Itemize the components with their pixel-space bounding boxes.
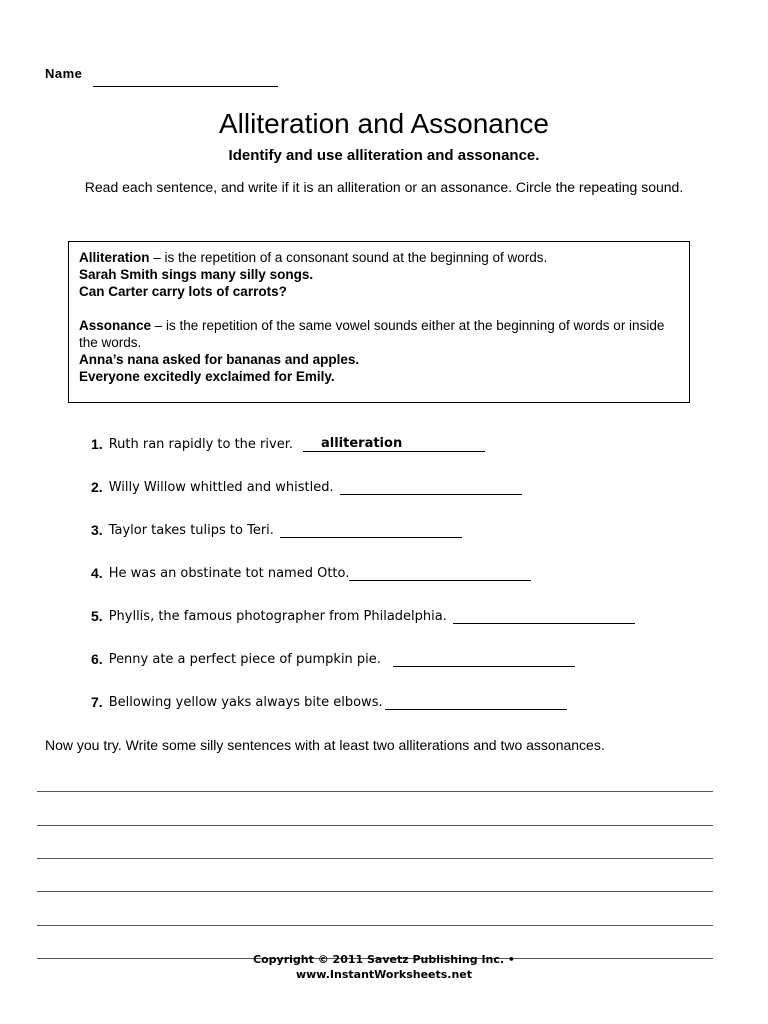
writing-line-4[interactable] (37, 891, 713, 892)
answer-blank[interactable] (453, 609, 635, 624)
answer-blank[interactable] (303, 437, 485, 452)
question-number: 5. (91, 608, 103, 624)
name-label: Name (45, 66, 83, 81)
assonance-definition (79, 317, 679, 351)
question-sentence: Taylor takes tulips to Teri. (108, 523, 274, 538)
question-sentence: Ruth ran rapidly to the river. (108, 437, 293, 452)
question-number: 7. (91, 694, 103, 710)
assonance-term: Assonance (79, 318, 152, 333)
question-item-1 (91, 436, 485, 452)
answer-blank[interactable] (280, 523, 462, 538)
question-number: 3. (91, 522, 103, 538)
assonance-def-text: – is the repetition of the same vowel sounds either at the beginning of words or inside the words. (79, 318, 665, 350)
alliteration-term: Alliteration (79, 250, 150, 265)
answer-blank[interactable] (340, 480, 522, 495)
question-item-6 (91, 651, 575, 667)
question-sentence: Penny ate a perfect piece of pumpkin pie. (108, 652, 381, 667)
alliteration-def-text: – is the repetition of a consonant sound at the beginning of words. (149, 250, 548, 265)
definitions-box (68, 241, 690, 403)
question-number: 2. (91, 479, 103, 495)
name-blank-line[interactable] (93, 86, 278, 87)
practice-instructions: Now you try. Write some silly sentences with at least two alliterations and two assonances. (45, 737, 605, 753)
answer-blank[interactable] (385, 695, 567, 710)
question-number: 4. (91, 565, 103, 581)
worksheet-subtitle: Identify and use alliteration and assonance. (228, 147, 540, 164)
copyright-notice: Copyright © 2011 Savetz Publishing Inc. • (253, 953, 515, 966)
writing-line-2[interactable] (37, 825, 713, 826)
worksheet-title: Alliteration and Assonance (219, 108, 549, 139)
assonance-example-2: Everyone excitedly exclaimed for Emily. (79, 369, 335, 384)
question-item-3 (91, 522, 462, 538)
question-number: 6. (91, 651, 103, 667)
assonance-example-1: Anna’s nana asked for bananas and apples. (79, 352, 360, 367)
question-sentence: Willy Willow whittled and whistled. (108, 480, 334, 495)
question-item-2 (91, 479, 522, 495)
question-item-5 (91, 608, 635, 624)
alliteration-definition (79, 249, 679, 266)
website-link[interactable]: www.InstantWorksheets.net (295, 968, 473, 978)
writing-line-1[interactable] (37, 791, 713, 792)
question-sentence: He was an obstinate tot named Otto. (108, 566, 350, 581)
answer-blank[interactable] (393, 652, 575, 667)
writing-line-3[interactable] (37, 858, 713, 859)
question-number: 1. (91, 436, 103, 452)
question-sentence: Bellowing yellow yaks always bite elbows. (108, 695, 383, 710)
answer-text: alliteration (320, 436, 403, 451)
question-sentence: Phyllis, the famous photographer from Philadelphia. (108, 609, 447, 624)
question-item-7 (91, 694, 567, 710)
alliteration-example-2: Can Carter carry lots of carrots? (79, 284, 287, 299)
answer-blank[interactable] (349, 566, 531, 581)
alliteration-example-1: Sarah Smith sings many silly songs. (79, 267, 314, 282)
question-item-4 (91, 565, 531, 581)
writing-line-5[interactable] (37, 925, 713, 926)
worksheet-instructions: Read each sentence, and write if it is an alliteration or an assonance. Circle the repeating sound. (84, 179, 684, 195)
